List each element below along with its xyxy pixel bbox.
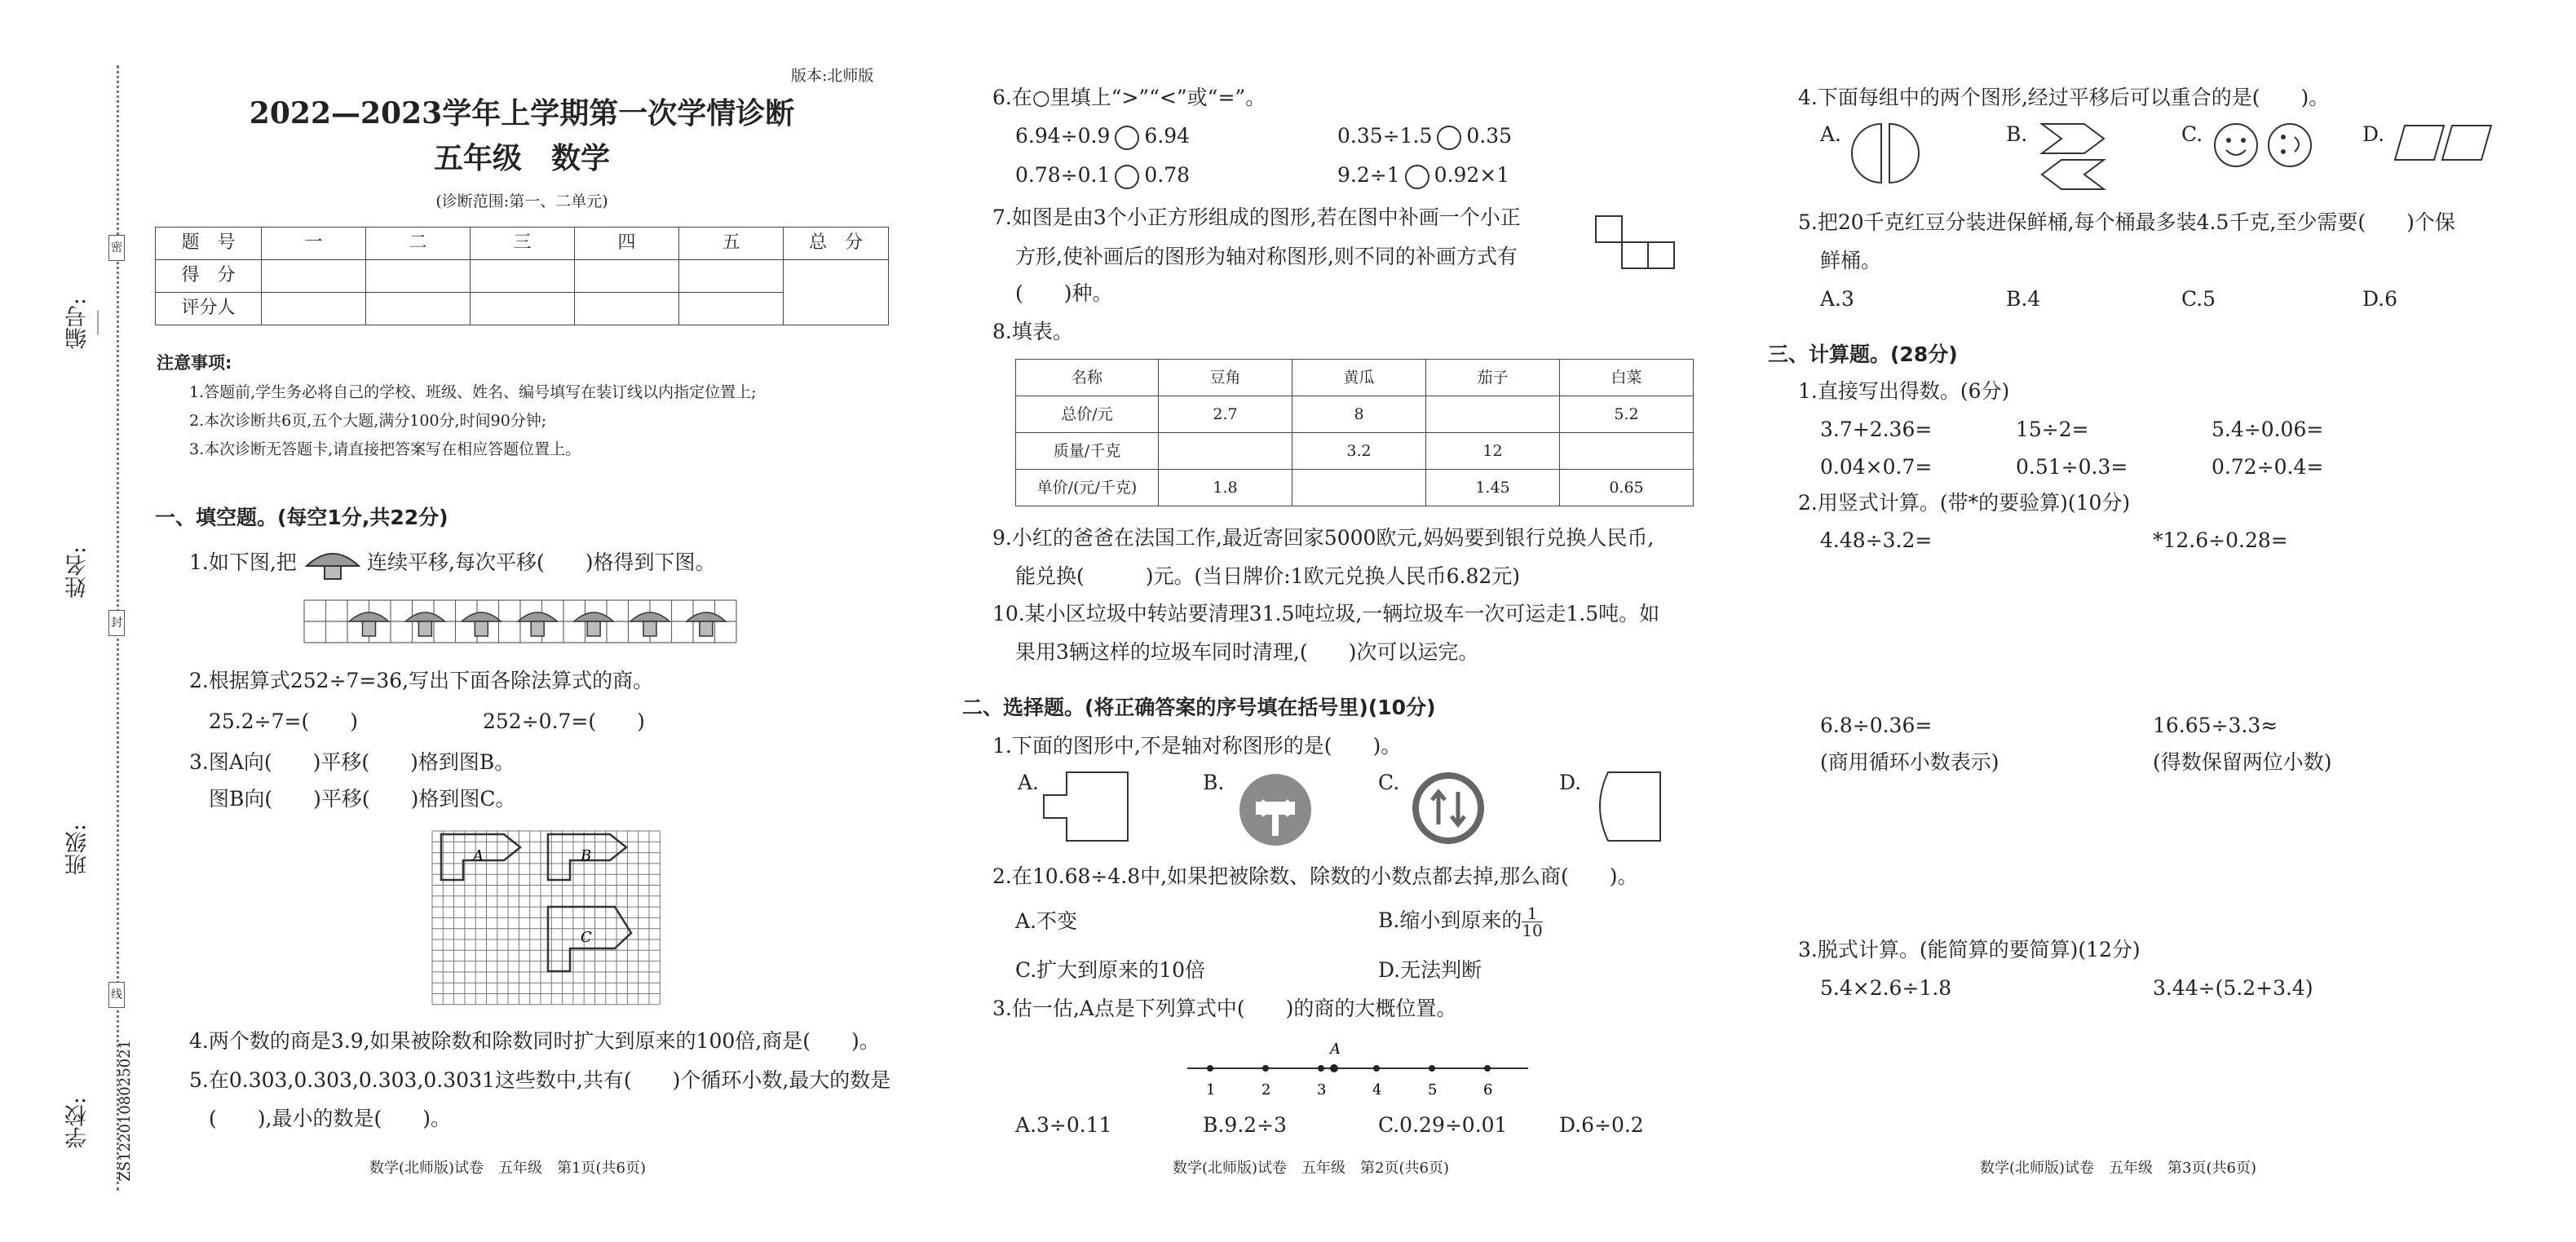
three-squares-figure	[1594, 214, 1680, 272]
number-line-label: 6	[1483, 1081, 1493, 1098]
c1-text: 1.下面的图形中,不是轴对称图形的是( )。	[992, 734, 1402, 758]
price-table-header: 黄瓜	[1292, 360, 1426, 396]
q10-text-b: 果用3辆这样的垃圾车同时清理,( )次可以运完。	[1015, 640, 1479, 664]
q2-item-a: 25.2÷7=( )	[209, 709, 358, 733]
score-cell[interactable]	[575, 293, 679, 325]
mushroom-copy	[462, 612, 501, 621]
footer-page-2: 数学(北师版)试卷 五年级 第2页(共6页)	[1173, 1160, 1449, 1177]
q3-text-a: 3.图A向( )平移( )格到图B。	[189, 750, 515, 774]
price-table-header: 茄子	[1426, 360, 1560, 396]
price-table-cell[interactable]	[1292, 470, 1426, 506]
score-header: 一	[262, 228, 366, 260]
arrow-house-shape-icon	[1042, 771, 1132, 844]
note-2: 2.本次诊断共6页,五个大题,满分100分,时间90分钟;	[189, 412, 547, 430]
score-table	[155, 227, 889, 325]
c4-option-d[interactable]: D.	[2362, 122, 2385, 146]
score-header: 二	[366, 228, 471, 260]
score-row-label: 得 分	[156, 260, 262, 293]
number-line-label: 3	[1317, 1081, 1327, 1098]
q9-text-a: 9.小红的爸爸在法国工作,最近寄回家5000欧元,妈妈要到银行兑换人民币,	[992, 526, 1655, 550]
number-line-label: 5	[1428, 1081, 1438, 1098]
c4-text: 4.下面每组中的两个图形,经过平移后可以重合的是( )。	[1798, 86, 2330, 109]
q9-text-b: 能兑换( )元。(当日牌价:1欧元兑换人民币6.82元)	[1015, 564, 1521, 588]
price-table-cell: 5.2	[1560, 396, 1694, 433]
mushroom-copy	[350, 612, 389, 621]
c3-option-c[interactable]: C.0.29÷0.01	[1378, 1113, 1508, 1137]
p1-item: 0.72÷0.4=	[2211, 455, 2324, 479]
score-cell[interactable]	[262, 293, 366, 325]
point-a-marker	[1330, 1064, 1338, 1072]
c3-option-a[interactable]: A.3÷0.11	[1015, 1113, 1112, 1137]
q7-text-c: ( )种。	[1015, 281, 1113, 305]
score-cell[interactable]	[575, 260, 679, 293]
c1-option-c[interactable]: C.	[1378, 771, 1400, 794]
c1-option-b[interactable]: B.	[1203, 771, 1225, 794]
p2-note: (商用循环小数表示)	[1820, 750, 1999, 774]
price-table-header: 豆角	[1159, 360, 1292, 396]
chevrons-icon	[2039, 121, 2108, 194]
number-line-tick	[1262, 1065, 1269, 1072]
semicircles-icon	[1847, 121, 1924, 186]
q1-text-b: 连续平移,每次平移( )格得到下图。	[367, 550, 716, 574]
footer-page-3: 数学(北师版)试卷 五年级 第3页(共6页)	[1980, 1160, 2256, 1177]
smiley-faces-icon	[2211, 121, 2318, 171]
p1-item: 15÷2=	[2016, 418, 2089, 441]
q2-item-b: 252÷0.7=( )	[483, 709, 645, 733]
p2-item: *12.6÷0.28=	[2153, 528, 2288, 552]
q6-item: 0.78÷0.1 0.78	[1015, 163, 1190, 189]
price-table-cell[interactable]	[1560, 433, 1694, 470]
shift-grid-figure	[431, 829, 672, 1011]
price-table-cell: 2.7	[1159, 396, 1292, 433]
c5-option-d[interactable]: D.6	[2362, 287, 2398, 311]
curved-flag-shape-icon	[1590, 771, 1664, 844]
exam-scope: (诊断范围:第一、二单元)	[435, 192, 608, 210]
mushroom-copy	[687, 612, 726, 621]
c5-option-c[interactable]: C.5	[2181, 287, 2216, 311]
p2-text: 2.用竖式计算。(带*的要验算)(10分)	[1798, 491, 2131, 515]
price-table	[1015, 359, 1694, 506]
score-cell[interactable]	[679, 293, 784, 325]
parallelograms-icon	[2393, 122, 2495, 163]
figure-label-b: B	[581, 847, 592, 864]
number-line-label: 4	[1372, 1081, 1382, 1098]
translation-grid-figure	[303, 599, 739, 645]
c2-text: 2.在10.68÷4.8中,如果把被除数、除数的小数点都去掉,那么商( )。	[992, 864, 1638, 888]
q7-text-b: 方形,使补画后的图形为轴对称图形,则不同的补画方式有	[1015, 245, 1518, 268]
seal-mark-mi: 密	[108, 235, 125, 261]
seal-mark-xian: 线	[108, 982, 125, 1008]
number-line-tick	[1484, 1065, 1491, 1072]
p3-item: 5.4×2.6÷1.8	[1820, 976, 1952, 1000]
score-header: 四	[575, 228, 679, 260]
q10-text-a: 10.某小区垃圾中转站要清理31.5吨垃圾,一辆垃圾车一次可运走1.5吨。如	[992, 602, 1660, 625]
price-table-cell: 质量/千克	[1016, 433, 1159, 470]
section-1-title: 一、填空题。(每空1分,共22分)	[155, 506, 448, 529]
figure-label-c: C	[581, 929, 592, 946]
note-3: 3.本次诊断无答题卡,请直接把答案写在相应答题位置上。	[189, 440, 581, 458]
q1-text-a: 1.如下图,把	[189, 550, 297, 574]
price-table-cell: 3.2	[1292, 433, 1426, 470]
score-header: 三	[471, 228, 575, 260]
note-1: 1.答题前,学生务必将自己的学校、班级、姓名、编号填写在装订线以内指定位置上;	[189, 383, 757, 401]
q8-text: 8.填表。	[992, 320, 1073, 343]
p1-item: 0.51÷0.3=	[2016, 455, 2128, 479]
version-label: 版本:北师版	[791, 67, 874, 85]
q6-item: 6.94÷0.9 6.94	[1015, 124, 1190, 150]
price-table-cell: 单价/(元/千克)	[1016, 470, 1159, 506]
q3-text-b: 图B向( )平移( )格到图C。	[209, 787, 516, 811]
q5-text-b: ( ),最小的数是( )。	[209, 1107, 451, 1130]
number-line-label: 2	[1261, 1081, 1271, 1098]
price-table-cell: 0.65	[1560, 470, 1694, 506]
p2-item: 6.8÷0.36=	[1820, 714, 1933, 737]
mushroom-copy	[405, 612, 444, 621]
number-line-tick	[1318, 1065, 1324, 1072]
section-3-title: 三、计算题。(28分)	[1768, 343, 1958, 366]
score-header: 总 分	[784, 228, 889, 260]
price-table-cell: 8	[1292, 396, 1426, 433]
exam-title: 2022—2023学年上学期第一次学情诊断	[249, 96, 795, 130]
mushroom-copy	[518, 612, 557, 621]
margin-label-number: 编号:	[65, 298, 91, 350]
score-cell[interactable]	[471, 260, 575, 293]
p2-item: 16.65÷3.3≈	[2153, 714, 2278, 737]
price-table-cell: 12	[1426, 433, 1560, 470]
point-a-label: A	[1330, 1041, 1341, 1058]
section-2-title: 二、选择题。(将正确答案的序号填在括号里)(10分)	[962, 696, 1436, 719]
exam-subtitle: 五年级 数学	[433, 141, 610, 175]
p3-text: 3.脱式计算。(能简算的要简算)(12分)	[1798, 938, 2141, 961]
road-sign-icon	[1238, 772, 1313, 847]
number-line-label: 1	[1206, 1081, 1216, 1098]
mushroom-copy	[630, 612, 669, 621]
q5-text-a: 5.在0.303,0.303,0.303,0.3031这些数中,共有( )个循环小数,最大的数是	[189, 1068, 891, 1092]
price-table-header: 白菜	[1560, 360, 1694, 396]
p1-text: 1.直接写出得数。(6分)	[1798, 379, 2010, 403]
q6-text: 6.在○里填上“>”“<”或“=”。	[992, 86, 1266, 109]
price-table-cell[interactable]	[1159, 433, 1292, 470]
c5-text-a: 5.把20千克红豆分装进保鲜桶,每个桶最多装4.5千克,至少需要( )个保	[1798, 210, 2455, 234]
number-line-tick	[1207, 1065, 1213, 1072]
q6-item: 9.2÷1 0.92×1	[1337, 163, 1509, 189]
margin-label-name: 姓名:	[65, 546, 91, 599]
c3-text: 3.估一估,A点是下列算式中( )的商的大概位置。	[992, 997, 1457, 1020]
seal-mark-feng: 封	[108, 610, 125, 636]
price-table-header: 名称	[1016, 360, 1159, 396]
notes-title: 注意事项:	[157, 353, 232, 373]
q2-text: 2.根据算式252÷7=36,写出下面各除法算式的商。	[189, 669, 654, 692]
price-table-cell: 1.45	[1426, 470, 1560, 506]
score-cell[interactable]	[262, 260, 366, 293]
p1-item: 5.4÷0.06=	[2211, 418, 2324, 441]
price-table-cell: 总价/元	[1016, 396, 1159, 433]
figure-label-a: A	[473, 847, 484, 864]
two-way-arrow-sign-icon	[1411, 771, 1486, 846]
price-table-cell[interactable]	[1426, 396, 1560, 433]
c2-option-a[interactable]: A.不变	[1015, 909, 1078, 933]
score-cell[interactable]	[366, 293, 471, 325]
c1-option-d[interactable]: D.	[1559, 771, 1582, 794]
mushroom-copy	[574, 612, 613, 621]
c5-text-b: 鲜桶。	[1820, 249, 1882, 272]
p1-item: 0.04×0.7=	[1820, 455, 1933, 479]
c2-option-c[interactable]: C.扩大到原来的10倍	[1015, 958, 1205, 982]
score-cell[interactable]	[679, 260, 784, 293]
q4-text: 4.两个数的商是3.9,如果被除数和除数同时扩大到原来的100倍,商是( )。	[189, 1029, 880, 1053]
p3-item: 3.44÷(5.2+3.4)	[2153, 976, 2313, 1000]
c4-option-c[interactable]: C.	[2181, 122, 2203, 146]
footer-page-1: 数学(北师版)试卷 五年级 第1页(共6页)	[369, 1160, 646, 1177]
c3-option-b[interactable]: B.9.2÷3	[1203, 1113, 1287, 1137]
number-line-tick	[1429, 1065, 1435, 1072]
score-header: 题 号	[156, 228, 262, 260]
mushroom-shape-icon	[303, 545, 362, 582]
c5-option-a[interactable]: A.3	[1820, 287, 1854, 311]
c5-option-b[interactable]: B.4	[2006, 287, 2041, 311]
paper-code: ZS1220108025021	[117, 1040, 134, 1182]
score-cell[interactable]	[471, 293, 575, 325]
number-line-tick	[1373, 1065, 1380, 1072]
score-row-label: 评分人	[156, 293, 262, 325]
p2-item: 4.48÷3.2=	[1820, 528, 1933, 552]
score-header: 五	[679, 228, 784, 260]
c2-option-d[interactable]: D.无法判断	[1378, 958, 1482, 982]
q6-item: 0.35÷1.5 0.35	[1337, 124, 1512, 150]
price-table-cell: 1.8	[1159, 470, 1292, 506]
score-cell[interactable]	[366, 260, 471, 293]
c3-option-d[interactable]: D.6÷0.2	[1559, 1113, 1644, 1137]
total-score-cell[interactable]	[784, 260, 889, 325]
margin-label-class: 班级:	[65, 824, 91, 876]
margin-label-school: 学校:	[65, 1097, 91, 1149]
q7-text-a: 7.如图是由3个小正方形组成的图形,若在图中补画一个小正	[992, 206, 1521, 229]
c4-option-b[interactable]: B.	[2006, 122, 2028, 146]
c4-option-a[interactable]: A.	[1820, 122, 1842, 146]
c2-option-b[interactable]: B.缩小到原来的 $\frac{1}{10}$	[1378, 904, 1543, 940]
number-line-figure	[1182, 1037, 1533, 1103]
c1-option-a[interactable]: A.	[1018, 771, 1040, 794]
p1-item: 3.7+2.36=	[1820, 418, 1933, 441]
p2-note: (得数保留两位小数)	[2153, 750, 2332, 774]
